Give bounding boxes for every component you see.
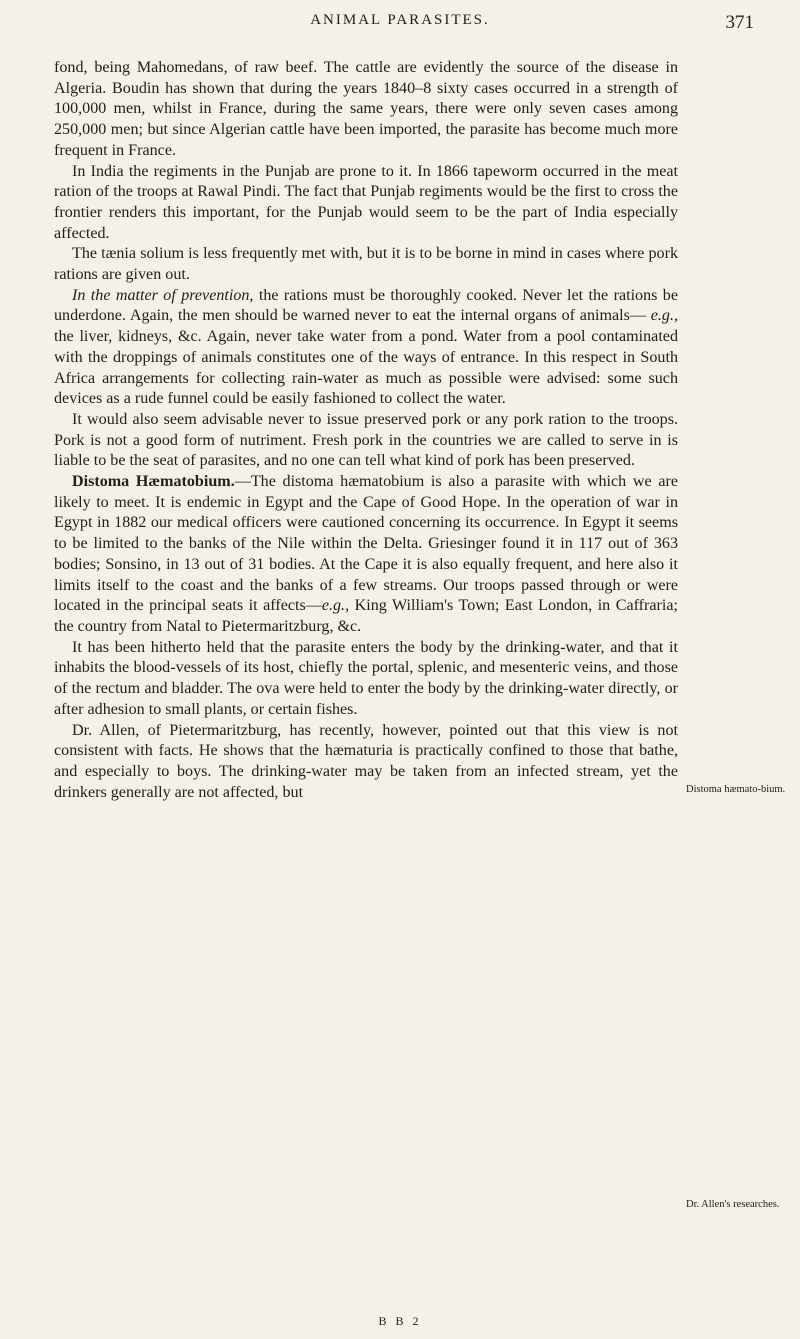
paragraph-algeria: fond, being Mahomedans, of raw beef. The cattle are evidently the source of the disease in Algeria. Boudin has shown that during the years 1840–8 sixty cases occurred in a strength of 100,000 men, whilst in France, during the same years, there were only seven cases among 250,000 men; but since Algerian cattle have been imported, the parasite has become much more frequent in France. [54,59,678,159]
paragraph-dr-allen: Dr. Allen, of Pietermaritzburg, has recently, however, pointed out that this view is not consistent with facts. He shows that the hæmaturia is practically confined to those that bathe, and especially to boys. The drinking-water may be taken from an infected stream, yet the drinkers generally are not affected, but [54,721,678,801]
side-note-dr-allen: Dr. Allen's researches. [686,1199,780,1210]
page-header [0,12,800,46]
side-note-distoma: Distoma hæmato-bium. [686,784,786,795]
prevention-tail: the liver, kidneys, &c. Again, never take water from a pond. Water from a pool contaminated with the droppings of animals constitutes one of the ways of entrance. In this respect in South Africa arrangements for collecting rain-water as much as possible were advised: some such devices as a rude funnel could be easily fashioned to collect the water. [54,328,678,408]
paragraph-india: In India the regiments in the Punjab are prone to it. In 1866 tapeworm occurred in the meat ration of the troops at Rawal Pindi. The fact that Punjab regiments would be the first to cross the frontier renders this important, for the Punjab would seem to be the part of India especially affected. [54,162,678,242]
body-text [54,58,678,803]
distoma-eg: e.g., [321,597,350,615]
prevention-eg: e.g., [650,307,678,325]
running-title: ANIMAL PARASITES. [310,12,490,28]
distoma-text-a: —The distoma hæmatobium is also a parasite with which we are likely to meet. It is endemic in Egypt and the Cape of Good Hope. In the operation of war in Egypt in 1882 our medical officers were cautioned concerning its occurrence. In Egypt it seems to be limited to the banks of the Nile within the Delta. Griesinger found it in 117 out of 363 bodies; Sonsino, in 13 out of 31 bodies. At the Cape it is also equally frequent, and here also it limits itself to the coast and the banks of a few streams. Our troops passed through or were located in the principal seats it affects— [54,473,678,615]
signature-mark: B B 2 [378,1314,422,1328]
paragraph-distoma [54,472,678,638]
paragraph-infection-route: It has been hitherto held that the parasite enters the body by the drinking-water, and that it inhabits the blood-vessels of its host, chiefly the portal, splenic, and mesenteric veins, and those of the rectum and bladder. The ova were held to enter the body by the drinking-water directly, or after adhesion to small plants, or certain fishes. [54,638,678,718]
distoma-text-b: King William's Town; East London, in Caffraria; the country from Natal to Pietermaritzburg, &c. [54,597,678,635]
paragraph-pork: It would also seem advisable never to issue preserved pork or any pork ration to the troops. Pork is not a good form of nutriment. Fresh pork in the countries we are called to serve in is liable to be the seat of parasites, and no one can tell what kind of pork has been preserved. [54,410,678,470]
distoma-heading: Distoma Hæmatobium. [72,473,235,491]
page-number: 371 [725,12,754,33]
prevention-rest: the rations must be thoroughly cooked. Never let the rations be underdone. Again, the men should be warned never to eat the internal organs of animals— [54,286,678,325]
paragraph-taenia-solium: The tænia solium is less frequently met with, but it is to be borne in mind in cases where pork rations are given out. [54,245,678,284]
paragraph-prevention [54,286,678,410]
prevention-lead: In the matter of prevention, [72,286,254,304]
